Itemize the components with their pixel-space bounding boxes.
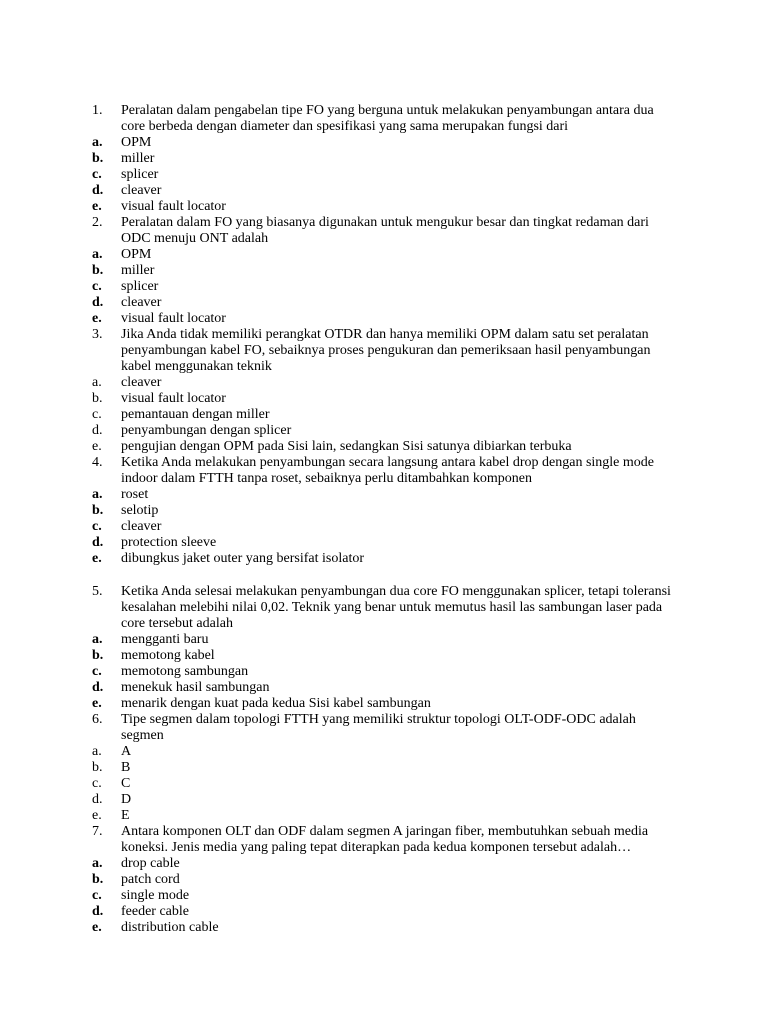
option-text: drop cable — [121, 856, 180, 871]
question-number: 2. — [92, 215, 103, 230]
option-letter: e. — [92, 551, 102, 566]
option-text: menarik dengan kuat pada kedua Sisi kabel sambungan — [121, 696, 431, 711]
option-item — [0, 648, 768, 664]
option-item — [0, 279, 768, 295]
option-item — [0, 247, 768, 263]
option-text: splicer — [121, 279, 159, 294]
option-text: miller — [121, 151, 155, 166]
option-text: D — [121, 792, 132, 807]
option-text: OPM — [121, 247, 152, 262]
option-item — [0, 375, 768, 391]
option-text: mengganti baru — [121, 632, 209, 647]
option-item — [0, 151, 768, 167]
option-item — [0, 744, 768, 760]
option-item — [0, 760, 768, 776]
option-item — [0, 263, 768, 279]
option-text: memotong kabel — [121, 648, 215, 663]
option-letter: c. — [92, 279, 102, 294]
option-text: cleaver — [121, 183, 162, 198]
option-text: C — [121, 776, 131, 791]
question-6 — [0, 712, 768, 744]
option-letter: b. — [92, 503, 104, 518]
option-text: single mode — [121, 888, 190, 903]
option-text: distribution cable — [121, 920, 219, 935]
option-letter: e. — [92, 311, 102, 326]
option-text: miller — [121, 263, 155, 278]
question-7 — [0, 824, 768, 856]
option-text: cleaver — [121, 519, 162, 534]
question-text: Tipe segmen dalam topologi FTTH yang memiliki struktur topologi OLT-ODF-ODC adalah segmen — [121, 712, 636, 743]
option-item — [0, 519, 768, 535]
question-5 — [0, 584, 768, 632]
option-letter: a. — [92, 856, 103, 871]
option-letter: d. — [92, 295, 104, 310]
option-text: visual fault locator — [121, 199, 226, 214]
option-letter: c. — [92, 776, 102, 791]
option-letter: a. — [92, 247, 103, 262]
option-item — [0, 439, 768, 455]
question-3 — [0, 327, 768, 375]
option-letter: b. — [92, 391, 103, 406]
option-item — [0, 888, 768, 904]
option-text: protection sleeve — [121, 535, 217, 550]
option-letter: a. — [92, 135, 103, 150]
option-letter: e. — [92, 439, 102, 454]
option-letter: e. — [92, 696, 102, 711]
question-number: 7. — [92, 824, 103, 839]
option-item — [0, 872, 768, 888]
option-text: memotong sambungan — [121, 664, 249, 679]
option-item — [0, 391, 768, 407]
question-number: 4. — [92, 455, 103, 470]
option-text: cleaver — [121, 375, 162, 390]
option-letter: d. — [92, 792, 103, 807]
option-text: dibungkus jaket outer yang bersifat isolator — [121, 551, 364, 566]
option-item — [0, 183, 768, 199]
option-text: pemantauan dengan miller — [121, 407, 270, 422]
option-letter: e. — [92, 920, 102, 935]
option-letter: a. — [92, 632, 103, 647]
option-letter: c. — [92, 888, 102, 903]
option-item — [0, 680, 768, 696]
question-number: 3. — [92, 327, 103, 342]
option-item — [0, 920, 768, 936]
option-text: penyambungan dengan splicer — [121, 423, 292, 438]
option-item — [0, 904, 768, 920]
option-item — [0, 632, 768, 648]
option-text: selotip — [121, 503, 159, 518]
option-text: cleaver — [121, 295, 162, 310]
option-letter: e. — [92, 199, 102, 214]
option-item — [0, 311, 768, 327]
option-text: OPM — [121, 135, 152, 150]
option-text: menekuk hasil sambungan — [121, 680, 270, 695]
option-letter: b. — [92, 760, 103, 775]
question-1 — [0, 103, 768, 135]
option-text: roset — [121, 487, 149, 502]
document-page — [0, 103, 768, 936]
option-text: A — [121, 744, 132, 759]
question-number: 6. — [92, 712, 103, 727]
option-text: splicer — [121, 167, 159, 182]
option-item — [0, 792, 768, 808]
option-letter: a. — [92, 375, 102, 390]
option-item — [0, 135, 768, 151]
option-item — [0, 776, 768, 792]
option-item — [0, 696, 768, 712]
option-text: visual fault locator — [121, 311, 226, 326]
option-letter: b. — [92, 648, 104, 663]
option-item — [0, 423, 768, 439]
option-letter: d. — [92, 680, 104, 695]
option-letter: e. — [92, 808, 102, 823]
option-text: feeder cable — [121, 904, 189, 919]
option-item — [0, 167, 768, 183]
question-text: Ketika Anda selesai melakukan penyambungan dua core FO menggunakan splicer, tetapi toleransi kesalahan melebihi nilai 0,02. Teknik yang benar untuk memutus hasil las sambungan laser pada core tersebut adalah — [121, 584, 671, 631]
option-letter: b. — [92, 151, 104, 166]
option-item — [0, 503, 768, 519]
option-letter: d. — [92, 423, 103, 438]
option-item — [0, 808, 768, 824]
option-item — [0, 535, 768, 551]
question-number: 1. — [92, 103, 103, 118]
blank-line — [0, 567, 768, 584]
option-item — [0, 664, 768, 680]
option-letter: d. — [92, 535, 104, 550]
option-letter: c. — [92, 407, 102, 422]
option-item — [0, 199, 768, 215]
option-letter: d. — [92, 183, 104, 198]
question-text: Peralatan dalam pengabelan tipe FO yang berguna untuk melakukan penyambungan antara dua core berbeda dengan diameter dan spesifikasi yang sama merupakan fungsi dari — [121, 103, 654, 134]
question-2 — [0, 215, 768, 247]
option-text: E — [121, 808, 130, 823]
option-text: pengujian dengan OPM pada Sisi lain, sedangkan Sisi satunya dibiarkan terbuka — [121, 439, 572, 454]
option-text: visual fault locator — [121, 391, 226, 406]
option-letter: a. — [92, 744, 102, 759]
question-text: Ketika Anda melakukan penyambungan secara langsung antara kabel drop dengan single mode indoor dalam FTTH tanpa roset, sebaiknya perlu ditambahkan komponen — [121, 455, 654, 486]
question-4 — [0, 455, 768, 487]
option-text: patch cord — [121, 872, 180, 887]
option-item — [0, 407, 768, 423]
question-text: Jika Anda tidak memiliki perangkat OTDR dan hanya memiliki OPM dalam satu set peralatan penyambungan kabel FO, sebaiknya proses pengukuran dan pemeriksaan hasil penyambungan kabel menggunakan teknik — [121, 327, 651, 374]
option-letter: d. — [92, 904, 104, 919]
option-text: B — [121, 760, 131, 775]
option-letter: c. — [92, 664, 102, 679]
question-text: Peralatan dalam FO yang biasanya digunakan untuk mengukur besar dan tingkat redaman dari ODC menuju ONT adalah — [121, 215, 649, 246]
question-number: 5. — [92, 584, 103, 599]
option-letter: c. — [92, 167, 102, 182]
option-letter: b. — [92, 872, 104, 887]
option-letter: a. — [92, 487, 103, 502]
option-letter: b. — [92, 263, 104, 278]
option-letter: c. — [92, 519, 102, 534]
option-item — [0, 551, 768, 567]
option-item — [0, 856, 768, 872]
question-text: Antara komponen OLT dan ODF dalam segmen A jaringan fiber, membutuhkan sebuah media koneksi. Jenis media yang paling tepat diterapkan pada kedua komponen tersebut adalah… — [121, 824, 649, 855]
option-item — [0, 487, 768, 503]
option-item — [0, 295, 768, 311]
